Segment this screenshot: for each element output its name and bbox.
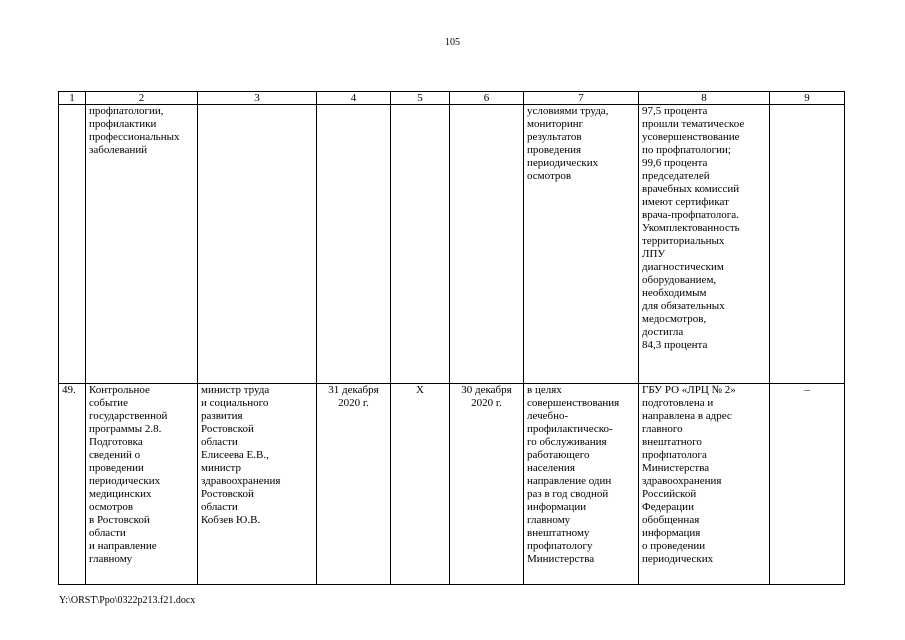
table-row (59, 384, 845, 585)
actual-result-cell: ГБУ РО «ЛРЦ № 2» подготовлена и направлена в адрес главного внештатного профпатолога Министерства здравоохранения Российской Федерации обобщенная информация о проведении периодических (639, 384, 770, 585)
header-cell: 3 (198, 92, 317, 105)
file-path-footer: Y:\ORST\Ppo\0322p213.f21.docx (59, 595, 196, 606)
actual-result-cell: 97,5 процента прошли тематическое усовершенствование по профпатологии; 99,6 процента председателей врачебных комиссий имеют сертификат врача-профпатолога. Укомплектованность территориальных ЛПУ диагностическим оборудованием, необходимым для обязательных медосмотров, достигла 84,3 процента (639, 105, 770, 384)
responsible-cell: министр труда и социального развития Ростовской области Елисеева Е.В., министр здравоохранения Ростовской области Кобзев Ю.В. (198, 384, 317, 585)
col5-cell (391, 105, 450, 384)
table-row (59, 105, 845, 384)
event-name-cell: профпатологии, профилактики профессиональных заболеваний (86, 105, 198, 384)
planned-date-cell: 31 декабря 2020 г. (317, 384, 391, 585)
document-table (58, 91, 845, 585)
responsible-cell (198, 105, 317, 384)
planned-date-cell (317, 105, 391, 384)
header-cell: 8 (639, 92, 770, 105)
planned-result-cell: условиями труда, мониторинг результатов проведения периодических осмотров (524, 105, 639, 384)
row-number-cell (59, 105, 86, 384)
notes-cell (770, 105, 845, 384)
planned-result-cell: в целях совершенствования лечебно- профилактическо- го обслуживания работающего населения направление один раз в год сводной информации главному внештатному профпатологу Министерства (524, 384, 639, 585)
header-row (59, 92, 845, 105)
actual-date-cell (450, 105, 524, 384)
header-cell: 4 (317, 92, 391, 105)
notes-cell: – (770, 384, 845, 585)
page-number: 105 (445, 37, 460, 48)
header-cell: 6 (450, 92, 524, 105)
header-cell: 5 (391, 92, 450, 105)
row-number-cell: 49. (59, 384, 86, 585)
header-cell: 1 (59, 92, 86, 105)
header-cell: 2 (86, 92, 198, 105)
actual-date-cell: 30 декабря 2020 г. (450, 384, 524, 585)
header-cell: 7 (524, 92, 639, 105)
col5-cell: Х (391, 384, 450, 585)
header-cell: 9 (770, 92, 845, 105)
event-name-cell: Контрольное событие государственной программы 2.8. Подготовка сведений о проведении периодических медицинских осмотров в Ростовской области и направление главному (86, 384, 198, 585)
